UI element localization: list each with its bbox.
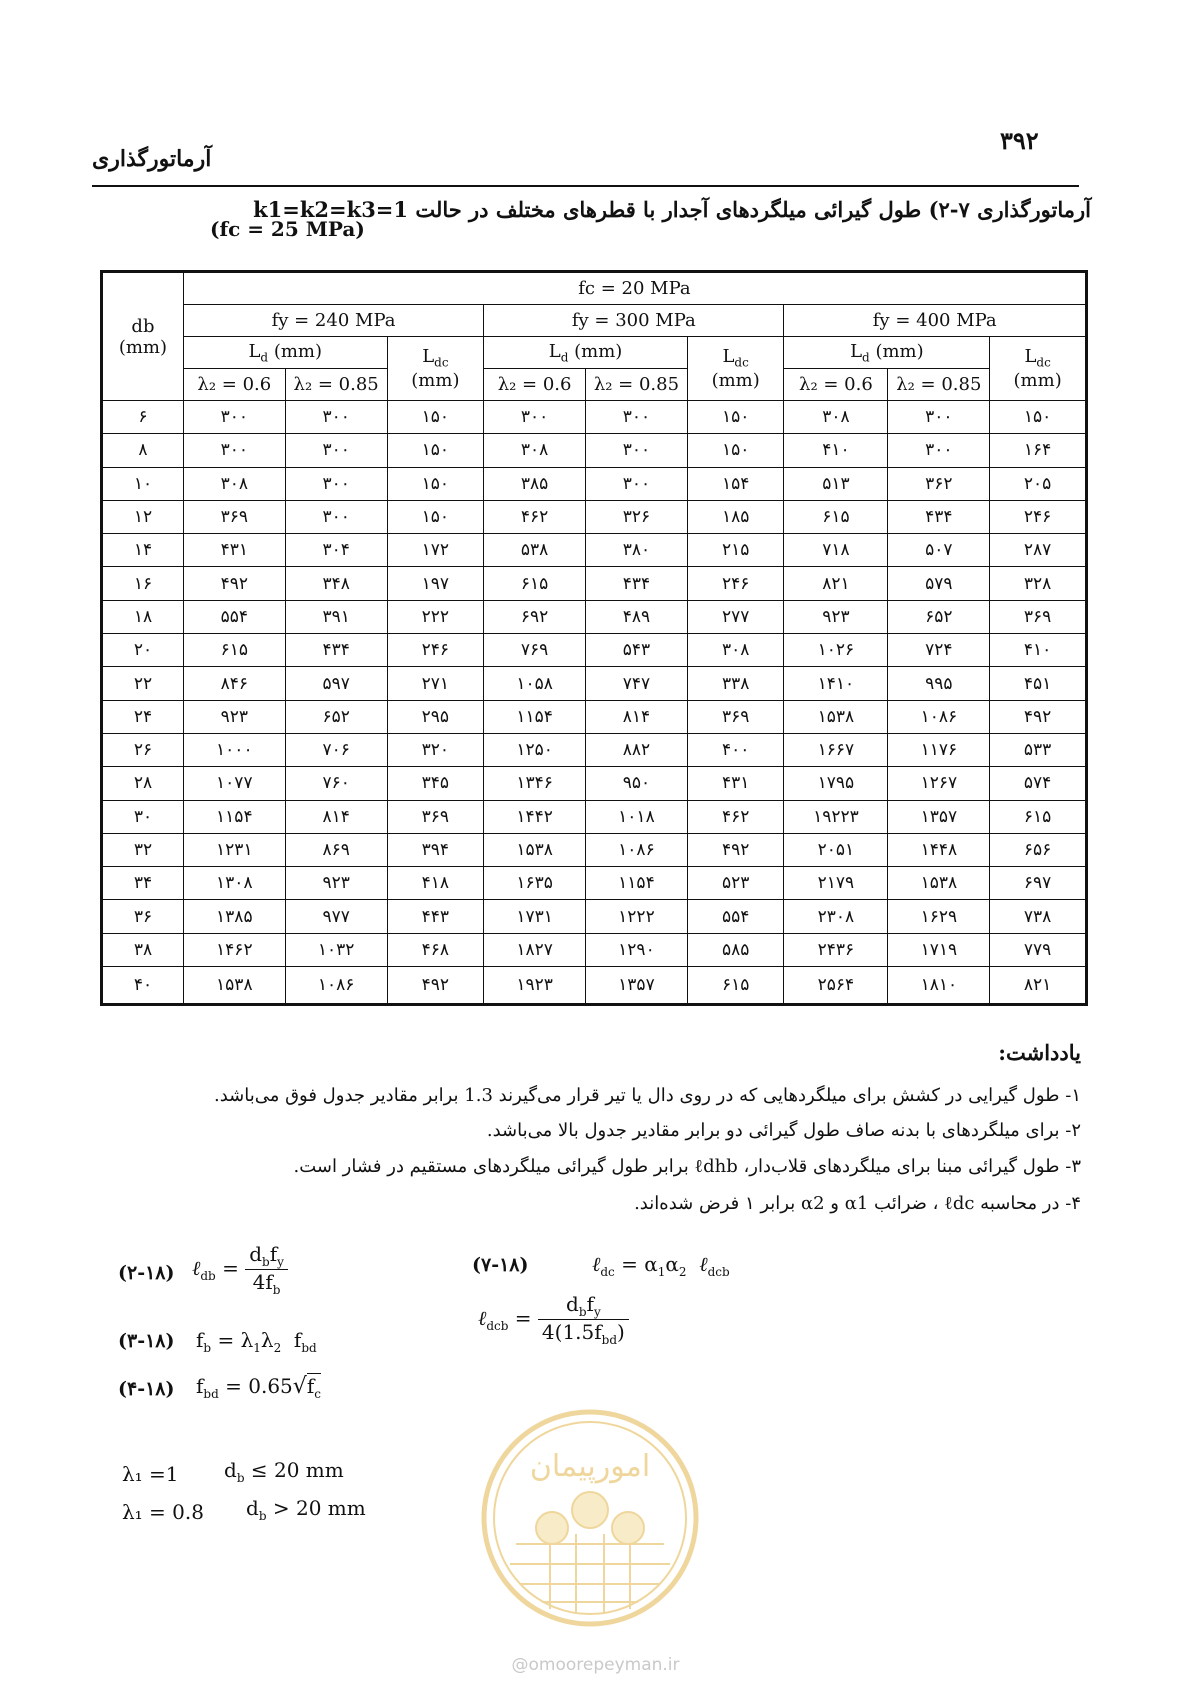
value-cell: ۱۰۸۶: [285, 967, 387, 1005]
value-cell: ۱۳۵۷: [888, 800, 990, 833]
value-cell: ۴۳۱: [687, 767, 784, 800]
db-cell: ۳۲: [102, 833, 184, 866]
note-4: ۴- در محاسبه ℓdc ، ضرائب α1 و α2 برابر ۱ فرض شده‌اند.: [634, 1193, 1081, 1214]
lambda1-value-b: λ₁ = 0.8: [122, 1500, 204, 1524]
db-cell: ۳۸: [102, 933, 184, 966]
value-cell: ۳۹۴: [387, 833, 484, 866]
value-cell: ۵۰۷: [888, 534, 990, 567]
ldc-subscript: dc: [734, 355, 749, 370]
eq-ldcb: ℓ$_{dcb}$ = $\frac{d_bf_y}{4(1.5f_{bd})}$: [478, 1292, 629, 1347]
value-cell: ۱۱۷۶: [888, 733, 990, 766]
table-row: [102, 667, 1087, 700]
value-cell: ۳۸۰: [586, 534, 688, 567]
db-cond-b: > 20 mm: [266, 1496, 366, 1520]
value-cell: ۱۳۰۸: [183, 867, 285, 900]
table-row: [102, 600, 1087, 633]
value-cell: ۴۹۲: [183, 567, 285, 600]
value-cell: ۳۶۲: [888, 467, 990, 500]
ldc-symbol: L: [422, 346, 435, 368]
value-cell: ۱۰۰۰: [183, 733, 285, 766]
value-cell: ۱۰۸۶: [586, 833, 688, 866]
value-cell: ۳۰۸: [784, 401, 888, 434]
value-cell: ۲۱۵: [687, 534, 784, 567]
value-cell: ۱۳۸۵: [183, 900, 285, 933]
db-symbol-a: d: [224, 1458, 237, 1482]
value-cell: ۱۲۵۰: [484, 733, 586, 766]
db-cell: ۳۰: [102, 800, 184, 833]
lambda-header: λ₂ = 0.85: [888, 369, 990, 401]
value-cell: ۴۰۰: [687, 733, 784, 766]
ldc-header: [687, 337, 784, 401]
ld-subscript: d: [862, 350, 870, 365]
value-cell: ۸۱۴: [586, 700, 688, 733]
table-row: [102, 967, 1087, 1005]
value-cell: ۵۳۳: [990, 733, 1087, 766]
eq-4-18: $f_{bd} = 0.65√f_c$: [196, 1374, 321, 1401]
value-cell: ۱۵۰: [387, 401, 484, 434]
value-cell: ۱۶۳۵: [484, 867, 586, 900]
value-cell: ۱۷۲: [387, 534, 484, 567]
running-head: آرماتورگذاری: [92, 146, 212, 172]
table-row: [102, 933, 1087, 966]
value-cell: ۹۲۳: [784, 600, 888, 633]
value-cell: ۷۱۸: [784, 534, 888, 567]
table-subtitle: (fc = 25 MPa): [210, 217, 365, 241]
db-label: db: [131, 315, 155, 337]
value-cell: ۴۸۹: [586, 600, 688, 633]
value-cell: ۸۸۲: [586, 733, 688, 766]
value-cell: ۴۹۲: [687, 833, 784, 866]
lambda1-value-a: λ₁ =1: [122, 1462, 179, 1486]
value-cell: ۹۲۳: [183, 700, 285, 733]
table-row: [102, 700, 1087, 733]
value-cell: ۳۰۸: [687, 634, 784, 667]
value-cell: ۱۵۰: [990, 401, 1087, 434]
value-cell: ۱۵۴: [687, 467, 784, 500]
value-cell: ۱۴۱۰: [784, 667, 888, 700]
value-cell: ۵۵۴: [183, 600, 285, 633]
value-cell: ۴۹۲: [990, 700, 1087, 733]
fy-header-row: [102, 305, 1087, 337]
value-cell: ۲۴۶: [687, 567, 784, 600]
value-cell: ۶۹۲: [484, 600, 586, 633]
value-cell: ۳۰۰: [586, 467, 688, 500]
value-cell: ۱۱۵۴: [484, 700, 586, 733]
value-cell: ۲۹۵: [387, 700, 484, 733]
value-cell: ۴۳۴: [888, 500, 990, 533]
db-cell: ۲۶: [102, 733, 184, 766]
table-row: [102, 567, 1087, 600]
note-1: ۱- طول گیرایی در کشش برای میلگردهایی که در روی دال یا تیر قرار می‌گیرند 1.3 برابر مقادیر جدول فوق می‌باشد.: [213, 1085, 1081, 1106]
value-cell: ۳۳۸: [687, 667, 784, 700]
value-cell: ۷۶۰: [285, 767, 387, 800]
db-cell: ۲۲: [102, 667, 184, 700]
value-cell: ۳۶۹: [990, 600, 1087, 633]
ldc-subscript: dc: [1036, 355, 1051, 370]
value-cell: ۴۱۸: [387, 867, 484, 900]
value-cell: ۷۳۸: [990, 900, 1087, 933]
lambda-header-row: [102, 369, 1087, 401]
value-cell: ۲۸۷: [990, 534, 1087, 567]
value-cell: ۲۴۳۶: [784, 933, 888, 966]
value-cell: ۵۱۳: [784, 467, 888, 500]
watermark-logo: [476, 1404, 704, 1632]
value-cell: ۱۹۲۳: [484, 967, 586, 1005]
table-row: [102, 733, 1087, 766]
db-cell: ۱۸: [102, 600, 184, 633]
db-cell: ۳۴: [102, 867, 184, 900]
value-cell: ۲۰۵: [990, 467, 1087, 500]
value-cell: ۸۴۶: [183, 667, 285, 700]
value-cell: ۵۹۷: [285, 667, 387, 700]
db-cell: ۶: [102, 401, 184, 434]
lambda-header: λ₂ = 0.6: [183, 369, 285, 401]
eq-7-18-number: (۷-۱۸): [472, 1254, 529, 1276]
value-cell: ۳۲۸: [990, 567, 1087, 600]
ldc-unit: (mm): [711, 369, 760, 391]
value-cell: ۱۰۲۶: [784, 634, 888, 667]
value-cell: ۱۷۳۱: [484, 900, 586, 933]
value-cell: ۱۴۶۲: [183, 933, 285, 966]
value-cell: ۱۸۲۷: [484, 933, 586, 966]
table-row: [102, 833, 1087, 866]
value-cell: ۷۲۴: [888, 634, 990, 667]
value-cell: ۲۵۶۴: [784, 967, 888, 1005]
value-cell: ۳۰۰: [285, 434, 387, 467]
eq-4-18-number: (۴-۱۸): [118, 1378, 175, 1400]
ldc-unit: (mm): [411, 369, 460, 391]
db-cell: ۲۰: [102, 634, 184, 667]
value-cell: ۱۸۵: [687, 500, 784, 533]
value-cell: ۹۷۷: [285, 900, 387, 933]
value-cell: ۴۳۴: [586, 567, 688, 600]
ld-subscript: d: [260, 350, 269, 365]
value-cell: ۳۰۰: [183, 401, 285, 434]
value-cell: ۶۵۲: [888, 600, 990, 633]
value-cell: ۸۲۱: [784, 567, 888, 600]
value-cell: ۶۱۵: [990, 800, 1087, 833]
value-cell: ۱۵۳۸: [484, 833, 586, 866]
ld-unit: (mm): [869, 340, 924, 362]
lambda-header: λ₂ = 0.85: [285, 369, 387, 401]
value-cell: ۱۲۲۲: [586, 900, 688, 933]
value-cell: ۸۲۱: [990, 967, 1087, 1005]
value-cell: ۵۷۹: [888, 567, 990, 600]
eq-2-18: ℓ$_{db}$ = $\frac{d_bf_y}{4f_b}$: [192, 1242, 288, 1297]
eq-7-18: ℓ$_{dc}$ = $\alpha_1\alpha_2$ ℓ$_{dcb}$: [592, 1252, 730, 1279]
watermark-logo-text: امورپیمان: [529, 1449, 651, 1484]
value-cell: ۳۰۰: [285, 401, 387, 434]
ld-symbol: L: [548, 340, 561, 362]
note-3: ۳- طول گیرائی مبنا برای میلگردهای قلاب‌دار، ℓdhb برابر طول گیرائی میلگردهای مستقیم در فشار است.: [293, 1156, 1081, 1177]
value-cell: ۵۵۴: [687, 900, 784, 933]
value-cell: ۶۹۷: [990, 867, 1087, 900]
ld-symbol: L: [248, 340, 261, 362]
value-cell: ۲۳۰۸: [784, 900, 888, 933]
db-cell: ۱۰: [102, 467, 184, 500]
value-cell: ۲۰۵۱: [784, 833, 888, 866]
table-row: [102, 434, 1087, 467]
value-cell: ۱۷۱۹: [888, 933, 990, 966]
value-cell: ۳۰۸: [183, 467, 285, 500]
value-cell: ۱۸۱۰: [888, 967, 990, 1005]
lambda-header: λ₂ = 0.6: [484, 369, 586, 401]
value-cell: ۱۹۷: [387, 567, 484, 600]
ldc-unit: (mm): [1013, 369, 1062, 391]
value-cell: ۱۲۳۱: [183, 833, 285, 866]
db-cell: ۸: [102, 434, 184, 467]
table-body: [102, 401, 1087, 1005]
value-cell: ۵۳۸: [484, 534, 586, 567]
table-row: [102, 634, 1087, 667]
value-cell: ۷۶۹: [484, 634, 586, 667]
value-cell: ۳۴۵: [387, 767, 484, 800]
value-cell: ۱۵۳۸: [888, 867, 990, 900]
value-cell: ۶۵۲: [285, 700, 387, 733]
table-row: [102, 767, 1087, 800]
value-cell: ۲۷۱: [387, 667, 484, 700]
ldc-header: [387, 337, 484, 401]
development-length-table: [100, 270, 1088, 1006]
value-cell: ۲۱۷۹: [784, 867, 888, 900]
table-row: [102, 900, 1087, 933]
value-cell: ۱۵۰: [387, 467, 484, 500]
value-cell: ۱۵۳۸: [183, 967, 285, 1005]
value-cell: ۱۵۰: [687, 401, 784, 434]
value-cell: ۱۲۹۰: [586, 933, 688, 966]
eq-2-18-number: (۲-۱۸): [118, 1262, 175, 1284]
value-cell: ۱۵۰: [387, 434, 484, 467]
db-unit: (mm): [118, 336, 168, 358]
value-cell: ۵۲۳: [687, 867, 784, 900]
value-cell: ۳۰۰: [586, 401, 688, 434]
value-cell: ۶۵۶: [990, 833, 1087, 866]
lambda-header: λ₂ = 0.6: [784, 369, 888, 401]
value-cell: ۳۰۰: [888, 401, 990, 434]
value-cell: ۱۰۵۸: [484, 667, 586, 700]
db-symbol-b: d: [246, 1496, 259, 1520]
value-cell: ۳۶۹: [687, 700, 784, 733]
value-cell: ۱۳۵۷: [586, 967, 688, 1005]
value-cell: ۳۰۴: [285, 534, 387, 567]
eq-3-18: $f_b = \lambda_1\lambda_2$ $f_{bd}$: [196, 1328, 317, 1355]
db-cell: ۲۴: [102, 700, 184, 733]
value-cell: ۳۰۰: [484, 401, 586, 434]
value-cell: ۷۷۹: [990, 933, 1087, 966]
ld-header: [183, 337, 387, 369]
db-cell: ۱۲: [102, 500, 184, 533]
ld-header: [784, 337, 990, 369]
table-row: [102, 867, 1087, 900]
value-cell: ۵۴۳: [586, 634, 688, 667]
lambda1-small-bar: [122, 1462, 179, 1486]
value-cell: ۸۱۴: [285, 800, 387, 833]
value-cell: ۱۳۴۶: [484, 767, 586, 800]
value-cell: ۷۴۷: [586, 667, 688, 700]
lambda1-condition-a: $d_b \le 20$ mm: [224, 1458, 344, 1485]
value-cell: ۳۰۰: [285, 467, 387, 500]
value-cell: ۱۱۵۴: [183, 800, 285, 833]
value-cell: ۱۰۸۶: [888, 700, 990, 733]
fy-group-header: fy = 300 MPa: [484, 305, 784, 337]
table-row: [102, 534, 1087, 567]
table-row: [102, 401, 1087, 434]
db-cell: ۲۸: [102, 767, 184, 800]
header-rule: [92, 185, 1079, 187]
value-cell: ۱۴۴۸: [888, 833, 990, 866]
value-cell: ۱۱۵۴: [586, 867, 688, 900]
value-cell: ۶۱۵: [784, 500, 888, 533]
value-cell: ۴۶۸: [387, 933, 484, 966]
ldc-symbol: L: [1024, 346, 1037, 368]
table-title: آرماتورگذاری ۷-۲) طول گیرائی میلگردهای آجدار با قطرهای مختلف در حالت k1=k2=k3=1: [253, 197, 1091, 222]
db-header: [102, 272, 184, 401]
value-cell: ۶۱۵: [183, 634, 285, 667]
table-row: [102, 500, 1087, 533]
lambda1-condition-b: $d_b > 20$ mm: [246, 1496, 366, 1523]
ld-unit: (mm): [568, 340, 623, 362]
value-cell: ۱۹۲۲۳: [784, 800, 888, 833]
value-cell: ۹۲۳: [285, 867, 387, 900]
value-cell: ۴۹۲: [387, 967, 484, 1005]
value-cell: ۱۰۱۸: [586, 800, 688, 833]
value-cell: ۳۰۰: [285, 500, 387, 533]
value-cell: ۳۰۰: [183, 434, 285, 467]
value-cell: ۶۱۵: [687, 967, 784, 1005]
value-cell: ۵۸۵: [687, 933, 784, 966]
value-cell: ۱۴۴۲: [484, 800, 586, 833]
ld-header-row: [102, 337, 1087, 369]
value-cell: ۳۲۶: [586, 500, 688, 533]
value-cell: ۱۶۲۹: [888, 900, 990, 933]
fc-header: fc = 20 MPa: [183, 272, 1086, 305]
watermark-url: @omoorepeyman.ir: [511, 1655, 680, 1675]
table-row: [102, 467, 1087, 500]
ld-subscript: d: [560, 350, 569, 365]
fy-group-header: fy = 240 MPa: [183, 305, 483, 337]
value-cell: ۷۰۶: [285, 733, 387, 766]
value-cell: ۹۹۵: [888, 667, 990, 700]
value-cell: ۳۴۸: [285, 567, 387, 600]
db-cond-a: ≤ 20 mm: [244, 1458, 344, 1482]
ld-header: [484, 337, 688, 369]
value-cell: ۱۰۷۷: [183, 767, 285, 800]
db-cell: ۴۰: [102, 967, 184, 1005]
value-cell: ۱۶۶۷: [784, 733, 888, 766]
value-cell: ۳۲۰: [387, 733, 484, 766]
value-cell: ۳۹۱: [285, 600, 387, 633]
value-cell: ۴۵۱: [990, 667, 1087, 700]
db-cell: ۱۴: [102, 534, 184, 567]
ld-symbol: L: [850, 340, 863, 362]
value-cell: ۴۱۰: [784, 434, 888, 467]
value-cell: ۶۱۵: [484, 567, 586, 600]
value-cell: ۲۴۶: [387, 634, 484, 667]
value-cell: ۳۰۰: [586, 434, 688, 467]
value-cell: ۹۵۰: [586, 767, 688, 800]
lambda1-large-bar: [122, 1500, 204, 1524]
page-number: ۳۹۲: [1000, 126, 1039, 155]
ldc-header: [990, 337, 1087, 401]
ldc-symbol: L: [722, 346, 735, 368]
value-cell: ۲۴۶: [990, 500, 1087, 533]
ldc-subscript: dc: [434, 355, 449, 370]
value-cell: ۳۰۰: [888, 434, 990, 467]
notes-heading: یادداشت:: [998, 1040, 1081, 1065]
value-cell: ۳۸۵: [484, 467, 586, 500]
value-cell: ۱۵۰: [687, 434, 784, 467]
value-cell: ۴۳۴: [285, 634, 387, 667]
value-cell: ۲۲۲: [387, 600, 484, 633]
eq-3-18-number: (۳-۱۸): [118, 1330, 175, 1352]
db-cell: ۳۶: [102, 900, 184, 933]
value-cell: ۱۶۴: [990, 434, 1087, 467]
table-row: [102, 800, 1087, 833]
value-cell: ۴۶۲: [484, 500, 586, 533]
value-cell: ۳۰۸: [484, 434, 586, 467]
value-cell: ۵۷۴: [990, 767, 1087, 800]
fy-group-header: fy = 400 MPa: [784, 305, 1087, 337]
value-cell: ۴۶۲: [687, 800, 784, 833]
value-cell: ۱۵۰: [387, 500, 484, 533]
value-cell: ۳۶۹: [387, 800, 484, 833]
value-cell: ۱۵۳۸: [784, 700, 888, 733]
value-cell: ۳۶۹: [183, 500, 285, 533]
value-cell: ۱۰۳۲: [285, 933, 387, 966]
note-2: ۲- برای میلگردهای با بدنه صاف طول گیرائی دو برابر مقادیر جدول بالا می‌باشد.: [486, 1120, 1081, 1141]
lambda-header: λ₂ = 0.85: [586, 369, 688, 401]
db-cell: ۱۶: [102, 567, 184, 600]
value-cell: ۴۳۱: [183, 534, 285, 567]
value-cell: ۸۶۹: [285, 833, 387, 866]
value-cell: ۱۲۶۷: [888, 767, 990, 800]
value-cell: ۴۱۰: [990, 634, 1087, 667]
value-cell: ۲۷۷: [687, 600, 784, 633]
ld-unit: (mm): [268, 340, 322, 362]
value-cell: ۱۷۹۵: [784, 767, 888, 800]
value-cell: ۴۴۳: [387, 900, 484, 933]
